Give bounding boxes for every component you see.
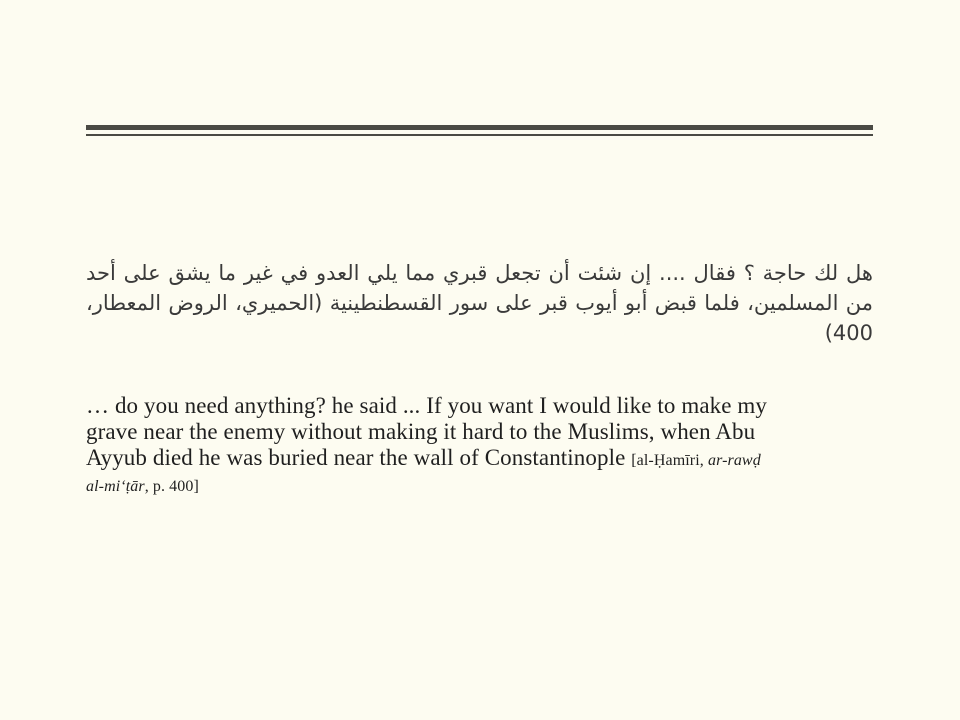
top-divider-thick bbox=[86, 125, 873, 130]
translation-line-2: grave near the enemy without making it hard to the Muslims, when Abu bbox=[86, 419, 756, 444]
translation-line-1: … do you need anything? he said ... If you want I would like to make my bbox=[86, 393, 767, 418]
citation-close: , p. 400] bbox=[144, 478, 199, 495]
translation-line-3 bbox=[86, 445, 886, 474]
arabic-quote: هل لك حاجة ؟ فقال .... إن شئت أن تجعل قبري مما يلي العدو في غير ما يشق على أحد من المسلمين، فلما قبض أبو أيوب قبر على سور القسطنطينية (الحميري، الروض المعطار، 400) bbox=[86, 261, 873, 345]
citation-part-1 bbox=[631, 452, 761, 469]
citation-title-a: ar-rawḍ bbox=[707, 452, 761, 469]
translation-line-3-text: Ayyub died he was buried near the wall of Constantinople bbox=[86, 445, 632, 470]
top-divider-thin bbox=[86, 134, 873, 136]
citation-title-b: al-mi‘ṭār bbox=[86, 478, 145, 495]
citation-open: [al-Ḥamīri, bbox=[631, 452, 708, 469]
citation-line bbox=[86, 474, 886, 500]
english-translation bbox=[86, 393, 886, 500]
